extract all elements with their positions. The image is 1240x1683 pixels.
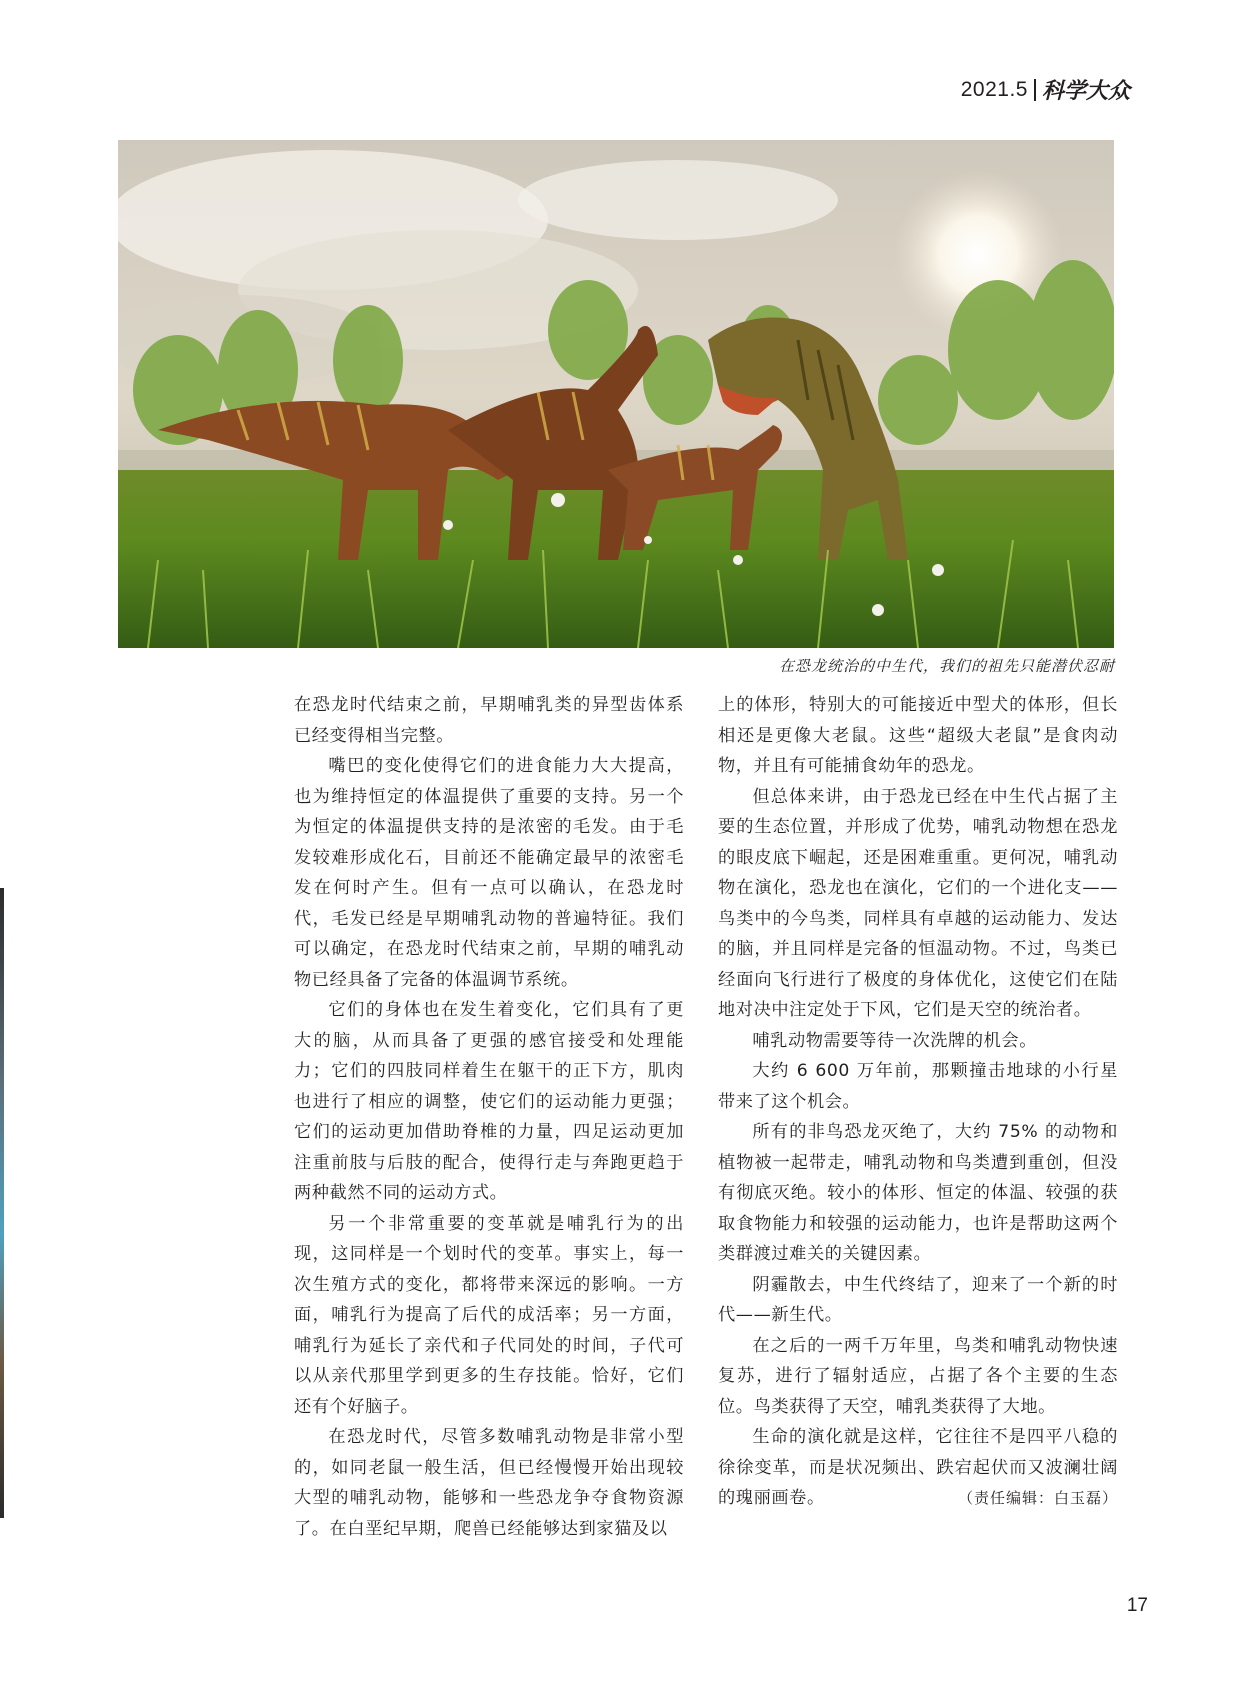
paragraph: 阴霾散去，中生代终结了，迎来了一个新的时代——新生代。 <box>718 1274 1118 1325</box>
paragraph-text: 生命的演化就是这样，它往往不是四平八稳的徐徐变革，而是状况频出、跌宕起伏而又波澜壮阔的瑰丽画卷。 <box>718 1427 1118 1508</box>
paragraph: 另一个非常重要的变革就是哺乳行为的出现，这同样是一个划时代的变革。事实上，每一次生殖方式的变化，都将带来深远的影响。一方面，哺乳行为提高了后代的成活率；另一方面，哺乳行为延长了亲代和子代同处的时间，子代可以从亲代那里学到更多的生存技能。恰好，它们还有个好脑子。 <box>294 1213 684 1417</box>
header-divider <box>1034 79 1036 101</box>
paragraph: 所有的非鸟恐龙灭绝了，大约 75% 的动物和植物被一起带走，哺乳动物和鸟类遭到重创，但没有彻底灭绝。较小的体形、恒定的体温、较强的获取食物能力和较强的运动能力，也许是帮助这两个类群渡过难关的关键因素。 <box>718 1122 1118 1264</box>
paragraph: 但总体来讲，由于恐龙已经在中生代占据了主要的生态位置，并形成了优势，哺乳动物想在恐龙的眼皮底下崛起，还是困难重重。更何况，哺乳动物在演化，恐龙也在演化，它们的一个进化支——鸟类中的今鸟类，同样具有卓越的运动能力、发达的脑，并且同样是完备的恒温动物。不过，鸟类已经面向飞行进行了极度的身体优化，这使它们在陆地对决中注定处于下风，它们是天空的统治者。 <box>718 786 1118 1020</box>
dinosaur-scene-image <box>118 140 1114 648</box>
article-column-left <box>294 690 684 1544</box>
image-caption: 在恐龙统治的中生代，我们的祖先只能潜伏忍耐 <box>778 657 1115 675</box>
issue-number: 2021.5 <box>960 77 1028 101</box>
paragraph: 它们的身体也在发生着变化，它们具有了更大的脑，从而具备了更强的感官接受和处理能力；它们的四肢同样着生在躯干的正下方，肌肉也进行了相应的调整，使它们的运动能力更强；它们的运动更加借助脊椎的力量，四足运动更加注重前肢与后肢的配合，使得行走与奔跑更趋于两种截然不同的运动方式。 <box>294 1000 684 1203</box>
paragraph-final <box>718 1422 1118 1514</box>
magazine-title: 科学大众 <box>1041 78 1130 104</box>
editor-note: （责任编辑：白玉磊） <box>957 1489 1118 1507</box>
paragraph: 大约 6 600 万年前，那颗撞击地球的小行星带来了这个机会。 <box>718 1061 1118 1112</box>
article-column-right <box>718 690 1118 1514</box>
page-number: 17 <box>1126 1595 1148 1616</box>
adjacent-page-edge <box>0 888 4 1518</box>
paragraph: 在之后的一两千万年里，鸟类和哺乳动物快速复苏，进行了辐射适应，占据了各个主要的生态位。鸟类获得了天空，哺乳类获得了大地。 <box>718 1335 1118 1417</box>
paragraph: 在恐龙时代结束之前，早期哺乳类的异型齿体系已经变得相当完整。 <box>294 695 684 746</box>
page-header <box>961 74 1130 105</box>
dinosaur-illustration <box>118 140 1114 648</box>
paragraph: 哺乳动物需要等待一次洗牌的机会。 <box>752 1030 1037 1051</box>
paragraph: 嘴巴的变化使得它们的进食能力大大提高，也为维持恒定的体温提供了重要的支持。另一个为恒定的体温提供支持的是浓密的毛发。由于毛发较难形成化石，目前还不能确定最早的浓密毛发在何时产生。但有一点可以确认，在恐龙时代，毛发已经是早期哺乳动物的普遍特征。我们可以确定，在恐龙时代结束之前，早期的哺乳动物已经具备了完备的体温调节系统。 <box>294 756 684 990</box>
paragraph: 上的体形，特别大的可能接近中型犬的体形，但长相还是更像大老鼠。这些“超级大老鼠”是食肉动物，并且有可能捕食幼年的恐龙。 <box>718 695 1118 776</box>
paragraph: 在恐龙时代，尽管多数哺乳动物是非常小型的，如同老鼠一般生活，但已经慢慢开始出现较大型的哺乳动物，能够和一些恐龙争夺食物资源了。在白垩纪早期，爬兽已经能够达到家猫及以 <box>294 1427 684 1539</box>
